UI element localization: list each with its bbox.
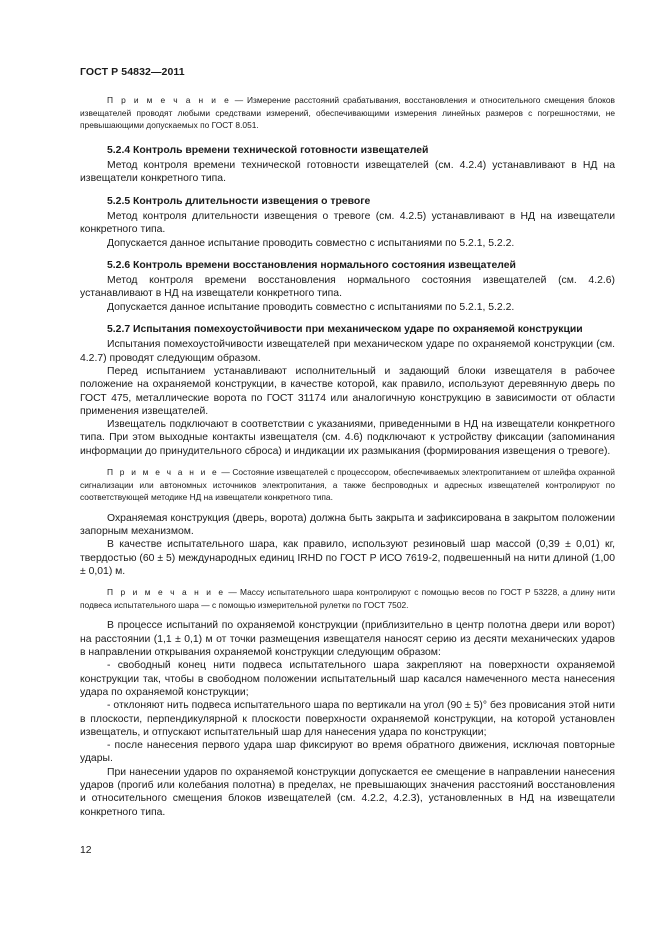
note-text: — Измерение расстояний срабатывания, восстановления и относительного смещения блоков извещателей проводят любыми средствами измерений, обеспечивающими измерения линейных размеров с погрешностями, не превышающими допускаемых по ГОСТ 8.051. xyxy=(80,95,616,131)
note-measurement xyxy=(80,94,615,132)
paragraph: В процессе испытаний по охраняемой конструкции (приблизительно в центр полотна двери или ворот) на расстоянии (1,1 ± 0,1) м от точки размещения извещателя наносят серию из десяти механических ударов в направлении открывания охраняемой конструкции следующим образом: xyxy=(80,620,615,659)
paragraph: Метод контроля времени восстановления нормального состояния извещателей (см. 4.2.6) устанавливают в НД на извещатели конкретного типа. xyxy=(80,275,615,300)
note-label: П р и м е ч а н и е xyxy=(107,467,219,478)
paragraph: Перед испытанием устанавливают исполнительный и задающий блоки извещателя в рабочее положение на охраняемой конструкции, в качестве которой, как правило, используют деревянную дверь по ГОСТ 475, металлические ворота по ГОСТ 31174 или аналогичную конструкцию в зависимости от области применения извещателей. xyxy=(80,365,615,417)
paragraph: Извещатель подключают в соответствии с указаниями, приведенными в НД на извещатели конкретного типа. При этом выходные контакты извещателя (см. 4.6) подключают к устройству фиксации (запоминания информации до принудительного сброса) и индикации их размыкания (формирования извещения о тревоге). xyxy=(80,419,615,457)
paragraph: При нанесении ударов по охраняемой конструкции допускается ее смещение в направлении нанесения ударов (прогиб или колебания полотна) в пределах, не превышающих значения расстояний восстановления и относительного смещения блоков извещателей (см. 4.2.2, 4.2.3), установленных в НД на извещатели конкретного типа. xyxy=(80,766,615,818)
note-ball-mass xyxy=(80,586,615,611)
paragraph: Допускается данное испытание проводить совместно с испытаниями по 5.2.1, 5.2.2. xyxy=(107,301,515,313)
paragraph: Метод контроля времени технической готовности извещателей (см. 4.2.4) устанавливают в НД на извещатели конкретного типа. xyxy=(80,160,615,185)
heading-5-2-4: 5.2.4 Контроль времени технической готовности извещателей xyxy=(107,144,429,156)
list-item: - отклоняют нить подвеса испытательного шара по вертикали на угол (90 ± 5)° без провисания этой нити в плоскости, перпендикулярной к плоскости поверхности охраняемой конструкции, на которой установлен извещатель, и отпускают испытательный шар для нанесения удара по конструкции; xyxy=(80,700,615,738)
note-text: — Массу испытательного шара контролируют с помощью весов по ГОСТ Р 53228, а длину нити подвеса испытательного шара — с помощью измерительной рулетки по ГОСТ 7502. xyxy=(80,587,615,610)
heading-5-2-5: 5.2.5 Контроль длительности извещения о тревоге xyxy=(107,195,371,207)
list-item: - после нанесения первого удара шар фиксируют во время обратного движения, исключая повторные удары. xyxy=(80,740,615,765)
note-label: П р и м е ч а н и е xyxy=(107,95,231,105)
heading-5-2-7: 5.2.7 Испытания помехоустойчивости при механическом ударе по охраняемой конструкции xyxy=(107,324,583,336)
page-number: 12 xyxy=(80,845,92,856)
page-body xyxy=(80,94,615,819)
list-item: - свободный конец нити подвеса испытательного шара закрепляют на поверхности охраняемой конструкции так, чтобы в свободном положении испытательный шар касался намеченного места нанесения удара по охраняемой конструкции; xyxy=(80,660,615,698)
paragraph: Испытания помехоустойчивости извещателей при механическом ударе по охраняемой конструкции (см. 4.2.7) проводят следующим образом. xyxy=(80,339,615,364)
heading-5-2-6: 5.2.6 Контроль времени восстановления нормального состояния извещателей xyxy=(107,259,516,271)
paragraph: Допускается данное испытание проводить совместно с испытаниями по 5.2.1, 5.2.2. xyxy=(107,237,515,249)
note-text: — Состояние извещателей с процессором, обеспечиваемых электропитанием от шлейфа охранной сигнализации или автономных источников электропитания, а также беспроводных и адресных извещателей контролируют по соответствующей методике НД на извещатели конкретного типа. xyxy=(80,467,615,503)
note-label: П р и м е ч а н и е xyxy=(107,587,226,598)
paragraph: Метод контроля длительности извещения о тревоге (см. 4.2.5) устанавливают в НД на извещатели конкретного типа. xyxy=(80,210,615,236)
paragraph: В качестве испытательного шара, как правило, используют резиновый шар массой (0,39 ± 0,01) кг, твердостью (60 ± 5) международных единиц IRHD по ГОСТ Р ИСО 7619-2, подвешенный на нити длиной (1,00 ± 0,01) м. xyxy=(80,539,615,577)
note-processor-detectors xyxy=(80,466,615,504)
running-header-standard: ГОСТ Р 54832—2011 xyxy=(80,66,185,78)
paragraph: Охраняемая конструкция (дверь, ворота) должна быть закрыта и зафиксирована в закрытом положении запорным механизмом. xyxy=(80,512,615,538)
